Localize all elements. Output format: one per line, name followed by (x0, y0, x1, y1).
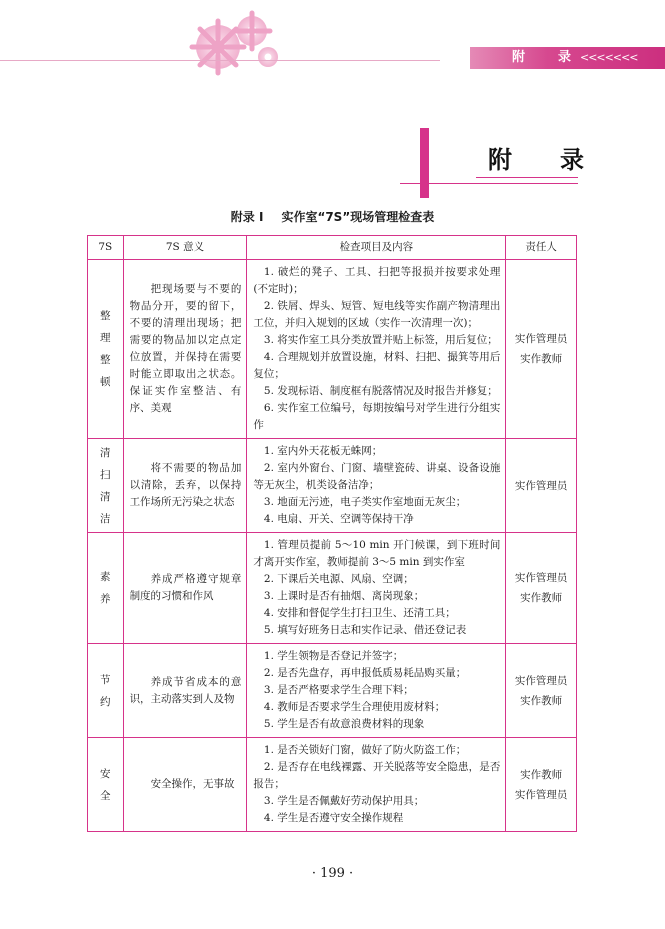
header-rule (0, 60, 440, 61)
check-item: 5. 学生是否有故意浪费材料的现象 (263, 718, 425, 730)
table-caption-label: 附录 I (230, 210, 264, 224)
title-accent-bar (420, 128, 429, 198)
check-item: 2. 室内外窗台、门窗、墙壁瓷砖、讲桌、设备设施等无灰尘，机类设备洁净； (253, 462, 501, 491)
column-header-7s: 7S (88, 236, 124, 260)
table-row (88, 644, 577, 738)
table-header-row (88, 236, 577, 260)
responsible-cell: 实作管理员 (506, 439, 577, 533)
check-item: 5. 填写好班务日志和实作记录、借还登记表 (263, 624, 467, 636)
check-item: 4. 电扇、开关、空调等保持干净 (263, 513, 414, 525)
check-item: 4. 教师是否要求学生合理使用废材料； (263, 701, 446, 713)
items-cell (247, 644, 506, 738)
responsible-cell: 实作教师 实作管理员 (506, 738, 577, 832)
check-item: 4. 合理规划并放置设施，材料、扫把、撮箕等用后复位； (253, 351, 501, 380)
checklist-table (87, 235, 577, 832)
responsible-cell: 实作管理员 实作教师 (506, 533, 577, 644)
check-item: 1. 是否关锁好门窗，做好了防火防盗工作； (263, 744, 467, 756)
table-row (88, 439, 577, 533)
check-item: 2. 是否先盘存，再申报低质易耗品购买量； (263, 667, 467, 679)
check-item: 4. 学生是否遵守安全操作规程 (263, 812, 404, 824)
category-cell: 整 理 整 顿 (88, 260, 124, 439)
gear-decoration-icon (180, 5, 290, 77)
items-cell (247, 260, 506, 439)
column-header-items: 检查项目及内容 (247, 236, 506, 260)
meaning-cell: 养成节省成本的意识，主动落实到人及物 (123, 644, 247, 738)
table-caption (0, 208, 665, 225)
category-cell: 清 扫 清 洁 (88, 439, 124, 533)
page-header (0, 0, 665, 78)
column-header-meaning: 7S 意义 (123, 236, 247, 260)
check-item: 1. 学生领物是否登记并签字； (263, 650, 404, 662)
category-cell: 安 全 (88, 738, 124, 832)
meaning-cell: 把现场要与不要的物品分开，要的留下，不要的清理出现场；把需要的物品加以定点定位放置，并保持在需要时能立即取出之状态。保证实作室整洁、有序、美观 (123, 260, 247, 439)
meaning-cell: 将不需要的物品加以清除，丢弃，以保持工作场所无污染之状态 (123, 439, 247, 533)
page-number: · 199 · (311, 866, 354, 881)
items-cell (247, 439, 506, 533)
check-item: 1. 管理员提前 5～10 min 开门候课，到下班时间才离开实作室，教师提前 3～5 min 到实作室 (253, 539, 501, 568)
table-row (88, 738, 577, 832)
category-cell: 节 约 (88, 644, 124, 738)
responsible-cell: 实作管理员 实作教师 (506, 644, 577, 738)
check-item: 1. 室内外天花板无蛛网； (263, 445, 383, 457)
check-item: 6. 实作室工位编号，每期按编号对学生进行分组实作 (253, 402, 501, 431)
check-item: 2. 是否存在电线裸露、开关脱落等安全隐患，是否报告； (253, 761, 501, 790)
check-item: 5. 发现标语、制度框有脱落情况及时报告并修复； (263, 385, 498, 397)
items-cell (247, 738, 506, 832)
check-item: 2. 铁屑、焊头、短管、短电线等实作副产物清理出工位，并归入规划的区域（实作一次清理一次)； (253, 300, 501, 329)
title-underline-short (476, 177, 578, 178)
check-item: 1. 破烂的凳子、工具、扫把等报损并按要求处理(不定时)； (253, 266, 501, 295)
items-cell (247, 533, 506, 644)
check-item: 3. 是否严格要求学生合理下料； (263, 684, 414, 696)
column-header-responsible: 责任人 (506, 236, 577, 260)
table-row (88, 260, 577, 439)
check-item: 3. 学生是否佩戴好劳动保护用具； (263, 795, 425, 807)
category-cell: 素 养 (88, 533, 124, 644)
table-caption-title: 实作室“7S”现场管理检查表 (281, 210, 435, 224)
check-item: 3. 地面无污迹，电子类实作室地面无灰尘； (263, 496, 467, 508)
header-section-label: 附 录 (512, 50, 582, 65)
check-item: 3. 将实作室工具分类放置并贴上标签，用后复位； (263, 334, 498, 346)
meaning-cell: 安全操作，无事故 (123, 738, 247, 832)
responsible-cell: 实作管理员 实作教师 (506, 260, 577, 439)
check-item: 3. 上课时是否有抽烟、离岗现象； (263, 590, 425, 602)
check-item: 2. 下课后关电源、风扇、空调； (263, 573, 414, 585)
chevrons-icon: <<<<<<< (580, 51, 638, 64)
title-underline-long (400, 183, 578, 184)
check-item: 4. 安排和督促学生打扫卫生、还清工具； (263, 607, 456, 619)
meaning-cell: 养成严格遵守规章制度的习惯和作风 (123, 533, 247, 644)
page-title: 附录 (488, 146, 632, 174)
table-row (88, 533, 577, 644)
